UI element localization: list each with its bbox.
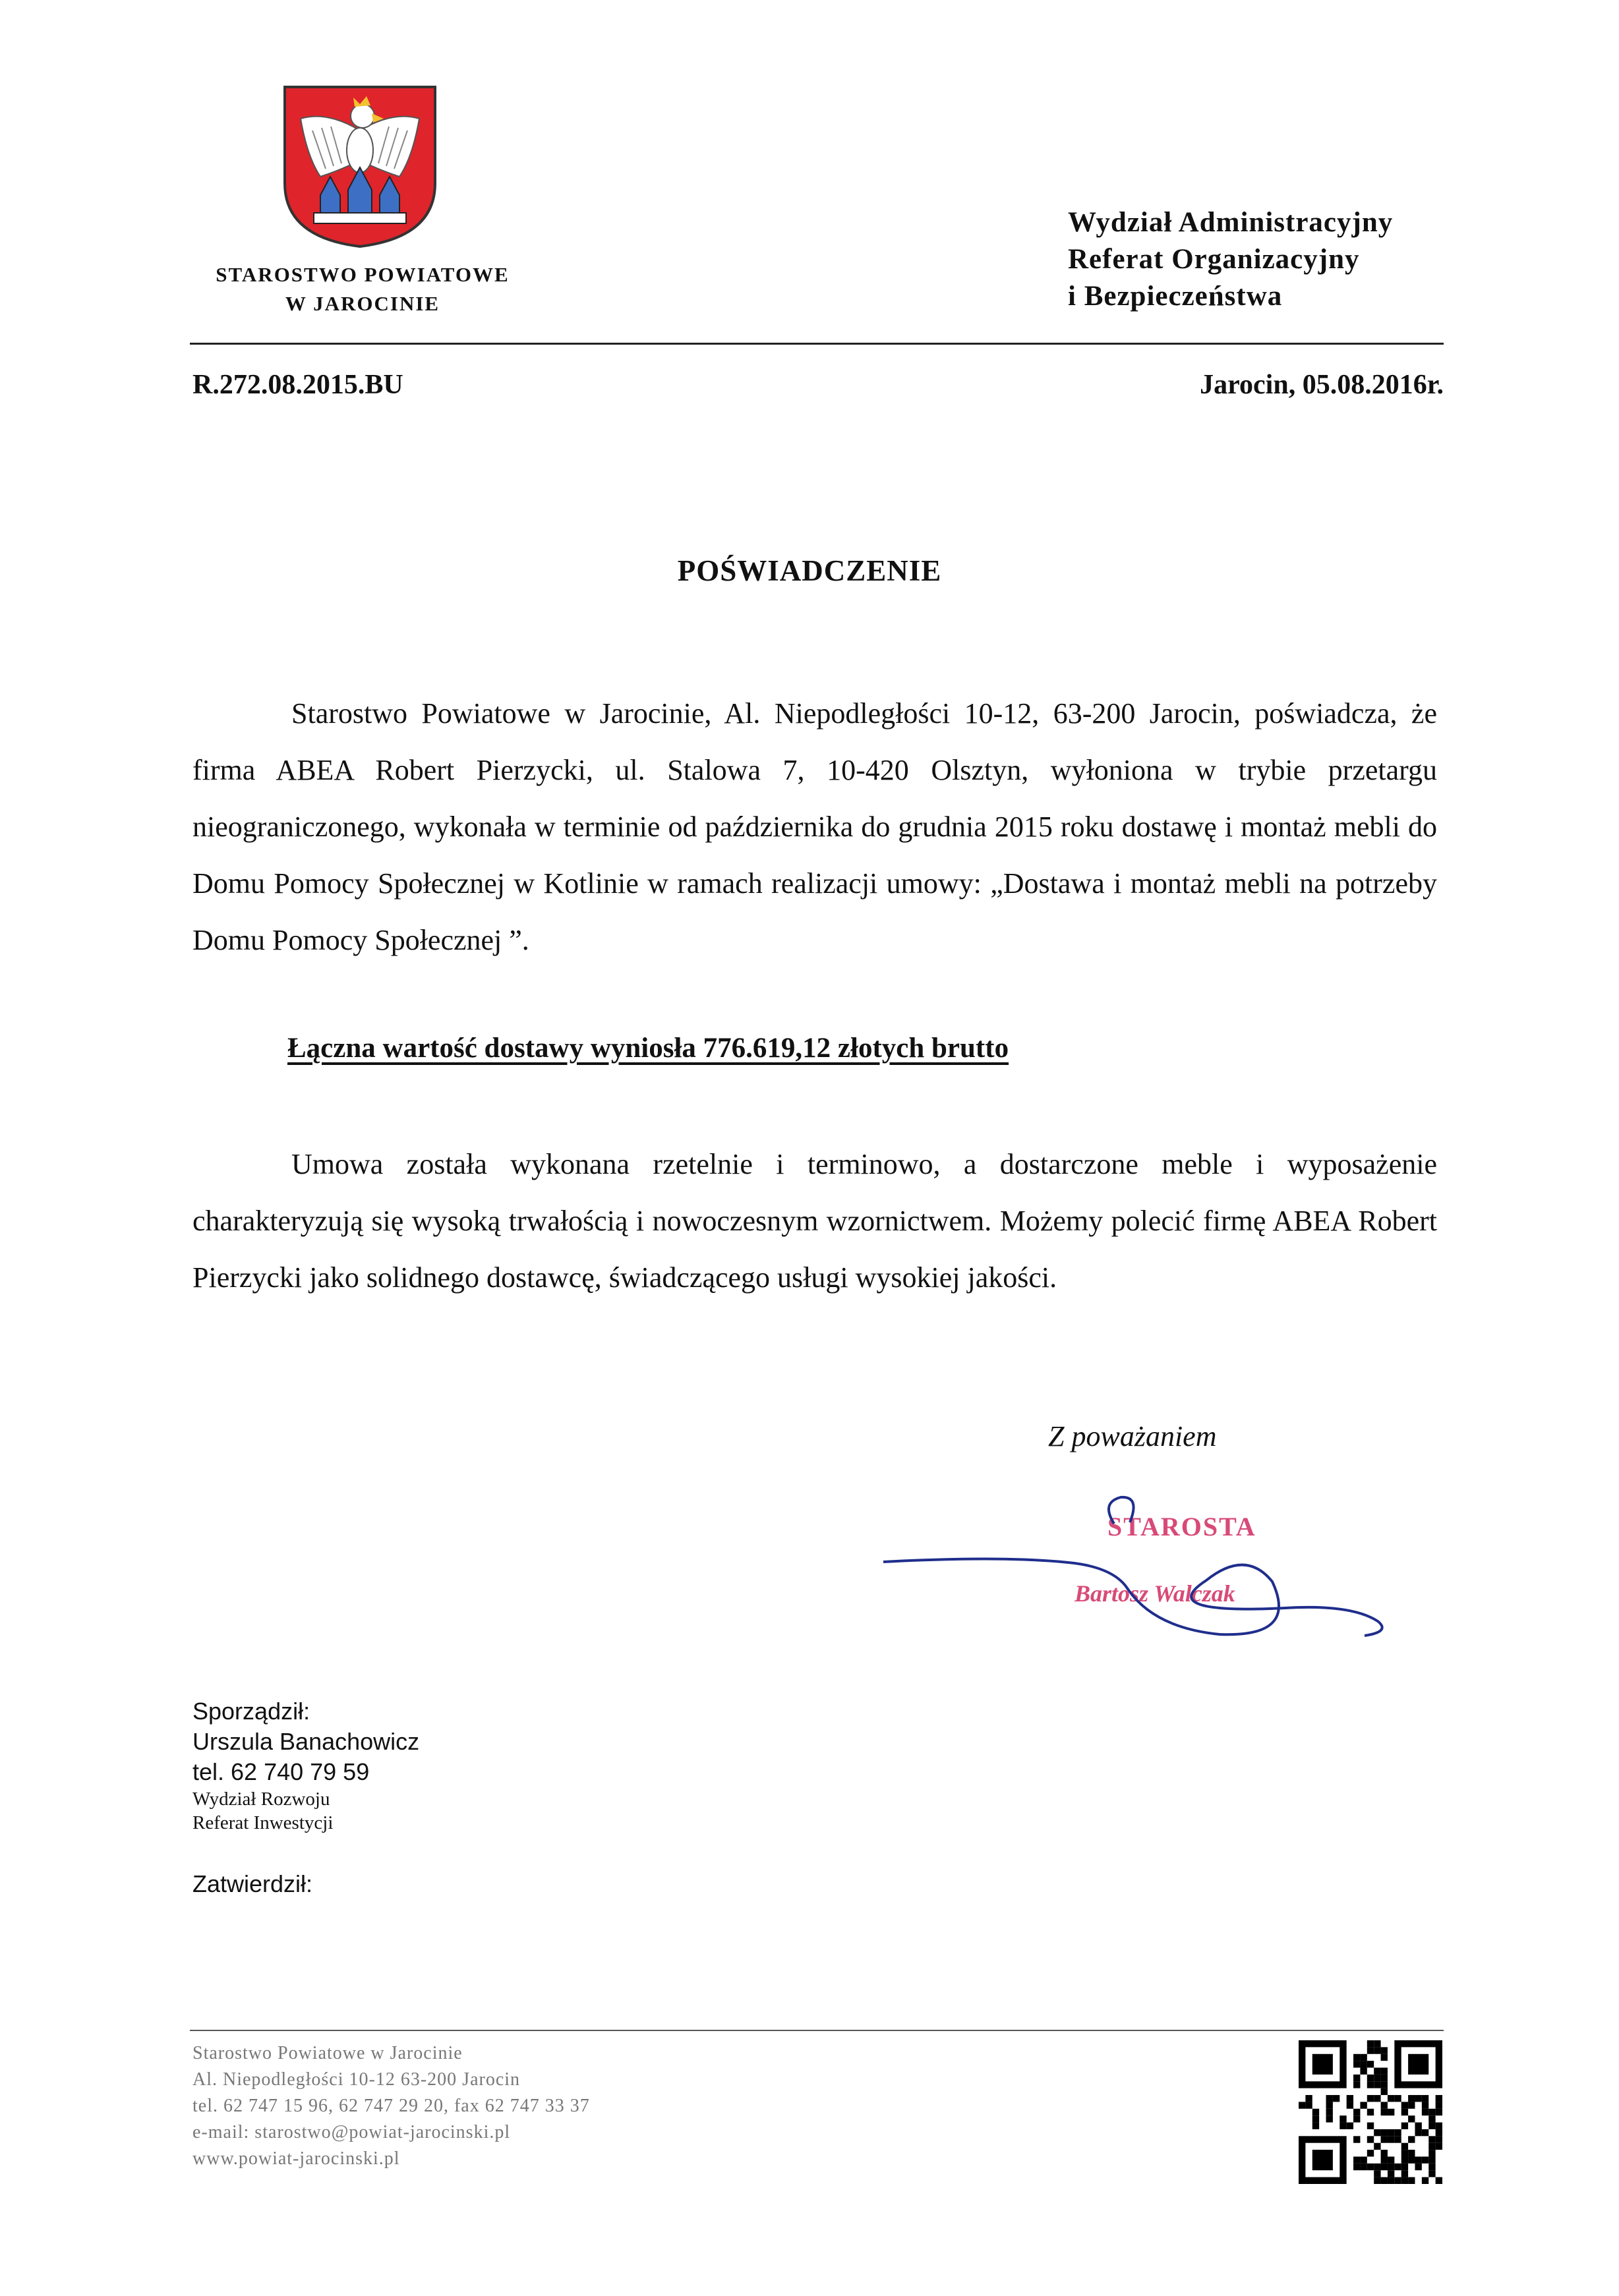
prepared-by-block (192, 1696, 419, 1835)
department-heading (1068, 204, 1393, 315)
prepared-by-dept: Wydział Rozwoju (192, 1789, 330, 1810)
document-title: POŚWIADCZENIE (677, 554, 942, 587)
office-name-line2: W JAROCINIE (285, 292, 440, 315)
department-line2: Referat Organizacyjny (1068, 244, 1360, 275)
footer-line-3: tel. 62 747 15 96, 62 747 29 20, fax 62 747 33 37 (192, 2096, 590, 2116)
footer-divider (190, 2030, 1444, 2031)
total-value-summary: Łączna wartość dostawy wyniosła 776.619,12 złotych brutto (287, 1033, 1009, 1064)
department-line3: i Bezpieczeństwa (1068, 281, 1283, 312)
prepared-by-section: Referat Inwestycji (192, 1812, 334, 1833)
footer-line-5: www.powiat-jarocinski.pl (192, 2148, 400, 2169)
office-name-line1: STAROSTWO POWIATOWE (216, 263, 510, 286)
footer-line-1: Starostwo Powiatowe w Jarocinie (192, 2043, 463, 2063)
footer-line-2: Al. Niepodległości 10-12 63-200 Jarocin (192, 2069, 521, 2090)
prepared-by-name: Urszula Banachowicz (192, 1728, 420, 1755)
footer-contact (192, 2040, 590, 2172)
document-date: Jarocin, 05.08.2016r. (1200, 370, 1444, 400)
body-paragraph-1-text: Starostwo Powiatowe w Jarocinie, Al. Niepodległości 10-12, 63-200 Jarocin, poświadcza, że firma ABEA Robert Pierzycki, ul. Stalowa 7, 10-420 Olsztyn, wyłoniona w trybie przetargu nieograniczonego, wykonała w terminie od października do grudnia 2015 roku dostawę i montaż mebli do Domu Pomocy Społecznej w Kotlinie w ramach realizacji umowy: „Dostawa i montaż mebli na potrzeby Domu Pomocy Społecznej ”. (192, 697, 1437, 956)
signature-stamp (877, 1483, 1404, 1680)
body-paragraph-2 (192, 1136, 1437, 1306)
prepared-by-phone: tel. 62 740 79 59 (192, 1758, 370, 1785)
qr-code-icon (1299, 2040, 1442, 2184)
reference-number: R.272.08.2015.BU (192, 370, 403, 400)
department-line1: Wydział Administracyjny (1068, 207, 1394, 238)
stamp-title: STAROSTA (1107, 1512, 1256, 1541)
header-divider (190, 343, 1444, 345)
closing-phrase: Z poważaniem (1048, 1420, 1217, 1452)
coat-of-arms-icon (281, 84, 439, 249)
footer-line-4: e-mail: starostwo@powiat-jarocinski.pl (192, 2122, 511, 2142)
handwritten-signature-icon (883, 1559, 1382, 1636)
approved-by-label: Zatwierdził: (192, 1870, 313, 1897)
body-paragraph-2-text: Umowa została wykonana rzetelnie i terminowo, a dostarczone meble i wyposażenie charakteryzują się wysoką trwałością i nowoczesnym wzornictwem. Możemy polecić firmę ABEA Robert Pierzycki jako solidnego dostawcę, świadczącego usługi wysokiej jakości. (192, 1148, 1437, 1294)
body-paragraph-1 (192, 685, 1437, 969)
prepared-by-label: Sporządził: (192, 1698, 310, 1725)
stamp-name: Bartosz Walczak (1074, 1580, 1235, 1607)
